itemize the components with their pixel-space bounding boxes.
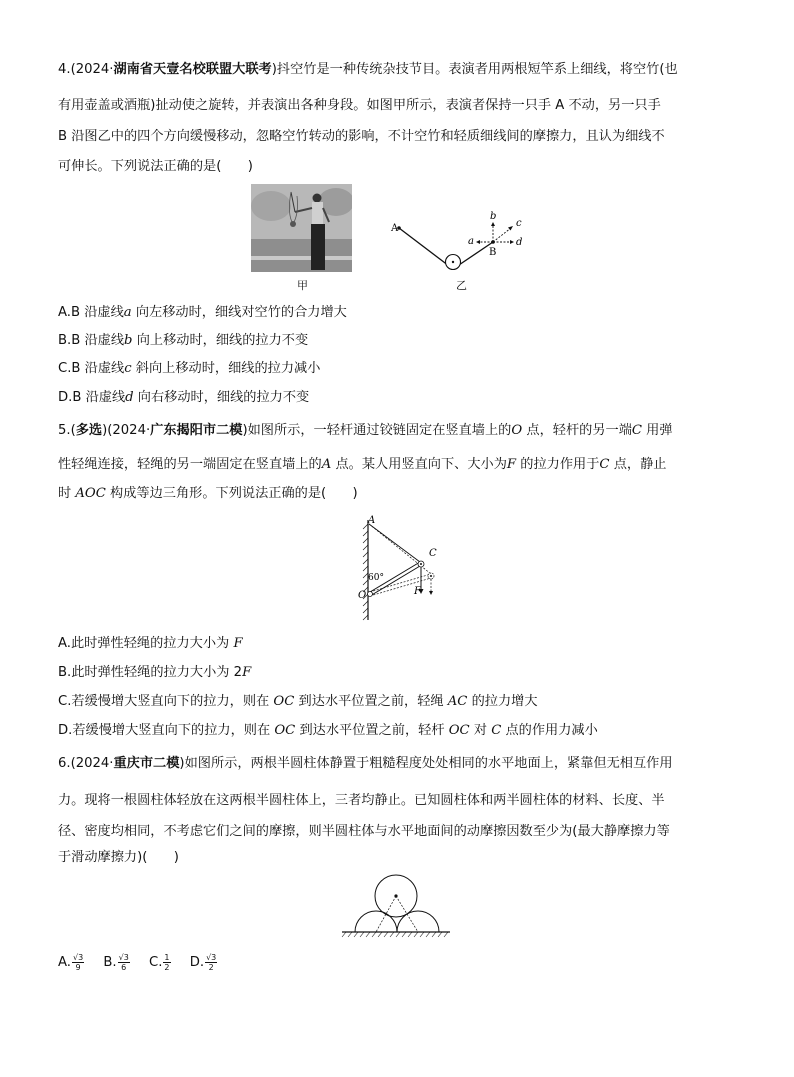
q6-option-C-label: C. [149, 955, 163, 970]
q5-option-D-text-3: 对 [469, 723, 492, 738]
q5-text-2d: 点，静止 [609, 457, 667, 472]
q5-point-A-label: A [368, 515, 376, 526]
q6-option-C[interactable] [149, 952, 172, 974]
q4-option-D-text-1: D.B 沿虚线 [58, 390, 126, 405]
q4-line-2: 有用壶盖或酒瓶)扯动使之旋转，并表演出各种身段。如图甲所示，表演者保持一只手 A 不动，另一只手 [58, 98, 661, 113]
q4-option-A-text-1: A.B 沿虚线 [58, 305, 124, 320]
q5-option-A-var: F [233, 636, 243, 651]
q5-text-3b: 构成等边三角形。下列说法正确的是( ) [105, 486, 358, 501]
q5-rod-diagram [348, 512, 448, 624]
q6-option-A[interactable] [58, 952, 85, 974]
q4-point-A-label: A [391, 223, 399, 234]
q5-option-D-var-C: C [491, 723, 502, 738]
q5-multi-tag: 多选 [75, 423, 103, 438]
q4-option-D-var: d [125, 390, 134, 405]
q6-option-B-numerator: √3 [118, 952, 129, 962]
q4-option-C-text-1: C.B 沿虚线 [58, 361, 125, 376]
q5-var-A: A [321, 457, 332, 472]
q4-option-A-text-2: 向左移动时，细线对空竹的合力增大 [131, 305, 347, 320]
q5-var-C-2: C [599, 457, 610, 472]
q5-option-B[interactable] [58, 664, 251, 682]
q4-option-C-var: c [124, 361, 132, 376]
q5-option-A-text: A.此时弹性轻绳的拉力大小为 [58, 636, 234, 651]
q4-string-diagram [388, 205, 538, 285]
q6-number: 6.(2024· [58, 756, 114, 771]
q6-option-A-numerator: √3 [72, 952, 84, 962]
q5-option-A[interactable] [58, 635, 243, 653]
q5-text-3a: 时 [58, 486, 76, 501]
q4-option-C[interactable] [58, 360, 320, 378]
q5-option-C-text-2: 到达水平位置之前，轻绳 [294, 694, 448, 709]
q5-text-2a: 性轻绳连接，轻绳的另一端固定在竖直墙上的 [58, 457, 322, 472]
q5-option-D-var-OC: OC [274, 723, 296, 738]
q5-text-1c: 用弹 [641, 423, 673, 438]
q5-var-O: O [511, 423, 523, 438]
q5-text-1a: )如图所示，一轻杆通过铰链固定在竖直墙上的 [242, 423, 512, 438]
q5-option-C[interactable] [58, 693, 538, 711]
q4-option-C-text-2: 斜向上移动时，细线的拉力减小 [131, 361, 321, 376]
q4-option-B[interactable] [58, 332, 308, 350]
q5-point-C-label: C [429, 548, 437, 559]
q5-option-C-var-AC: AC [447, 694, 468, 709]
q6-option-D[interactable] [190, 952, 219, 974]
q5-point-O-label: O [358, 590, 367, 601]
q5-text-2c: 的拉力作用于 [516, 457, 600, 472]
q4-option-D-text-2: 向右移动时，细线的拉力不变 [133, 390, 310, 405]
q6-option-B[interactable] [103, 952, 130, 974]
q5-var-C: C [631, 423, 642, 438]
q5-year: )(2024· [102, 423, 151, 438]
q5-option-C-text-3: 的拉力增大 [467, 694, 538, 709]
q5-option-D-text-4: 点的作用力减小 [501, 723, 598, 738]
q4-text-1: )抖空竹是一种传统杂技节目。表演者用两根短竿系上细线，将空竹(也 [271, 62, 678, 77]
q4-point-B-label: B [489, 247, 497, 258]
q4-option-B-text-2: 向上移动时，细线的拉力不变 [132, 333, 309, 348]
q6-text-1: )如图所示，两根半圆柱体静置于粗糙程度处处相同的水平地面上，紧靠但无相互作用 [179, 756, 673, 771]
q6-option-C-numerator: 1 [164, 952, 170, 962]
q6-option-B-denominator: 6 [121, 962, 127, 972]
q6-line-2: 力。现将一根圆柱体轻放在这两根半圆柱体上，三者均静止。已知圆柱体和两半圆柱体的材料、长度、半 [58, 793, 665, 808]
q6-option-C-denominator: 2 [164, 962, 170, 972]
q6-line-3: 径、密度均相同，不考虑它们之间的摩擦，则半圆柱体与水平地面间的动摩擦因数至少为(最大静摩擦力等 [58, 824, 670, 839]
q5-option-C-text-1: C.若缓慢增大竖直向下的拉力，则在 [58, 694, 274, 709]
q4-line-4: 可伸长。下列说法正确的是( ) [58, 159, 253, 174]
q6-line-4: 于滑动摩擦力)( ) [58, 850, 179, 865]
q4-source: 湖南省天壹名校联盟大联考 [113, 62, 272, 77]
q4-direction-c-label: c [516, 218, 522, 229]
q4-option-D[interactable] [58, 389, 309, 407]
q6-source: 重庆市二模 [113, 756, 180, 771]
q5-option-D-text-1: D.若缓慢增大竖直向下的拉力，则在 [58, 723, 275, 738]
q5-var-AOC: AOC [75, 486, 106, 501]
q6-option-D-label: D. [189, 955, 205, 970]
q4-direction-b-label: b [490, 211, 497, 222]
q4-fig-jia-caption: 甲 [297, 279, 308, 292]
q5-option-D[interactable] [58, 722, 598, 740]
q5-text-1b: 点，轻杆的另一端 [522, 423, 632, 438]
q4-line-3: B 沿图乙中的四个方向缓慢移动，忽略空竹转动的影响，不计空竹和轻质细线间的摩擦力，且认为细线不 [58, 129, 665, 144]
q6-option-D-numerator: √3 [206, 952, 217, 962]
q5-source: 广东揭阳市二模 [150, 423, 243, 438]
q4-option-B-var: b [124, 333, 133, 348]
q4-option-A[interactable] [58, 304, 347, 322]
q4-option-A-var: a [123, 305, 132, 320]
q6-line-1 [58, 755, 673, 773]
q5-line-1 [58, 422, 673, 440]
q4-number: 4.(2024· [58, 62, 114, 77]
q4-option-B-text-1: B.B 沿虚线 [58, 333, 125, 348]
q6-option-A-label: A. [58, 955, 71, 970]
q4-fig-yi-caption: 乙 [456, 279, 467, 292]
q5-option-D-var-OC-2: OC [448, 723, 470, 738]
q4-direction-d-label: d [516, 237, 523, 248]
q4-line-1 [58, 61, 678, 79]
q5-text-2b: 点。某人用竖直向下、大小为 [331, 457, 507, 472]
q5-angle-label: 60° [368, 573, 384, 583]
q4-photo-figure [251, 184, 352, 272]
q5-number: 5.( [58, 423, 76, 438]
q5-line-2 [58, 456, 666, 474]
q6-option-A-denominator: 9 [75, 962, 81, 972]
q5-option-B-var: F [242, 665, 252, 680]
q5-option-D-text-2: 到达水平位置之前，轻杆 [295, 723, 449, 738]
q6-option-D-denominator: 2 [208, 962, 214, 972]
q6-option-B-label: B. [103, 955, 117, 970]
q5-option-B-text: B.此时弹性轻绳的拉力大小为 2 [58, 665, 243, 680]
q4-direction-a-label: a [468, 236, 474, 247]
q5-option-C-var-OC: OC [273, 694, 295, 709]
q5-force-F-label: F [414, 586, 421, 597]
q5-var-F: F [506, 457, 517, 472]
q6-cylinder-diagram [340, 870, 452, 940]
q5-line-3 [58, 485, 358, 503]
q6-options [58, 952, 232, 974]
